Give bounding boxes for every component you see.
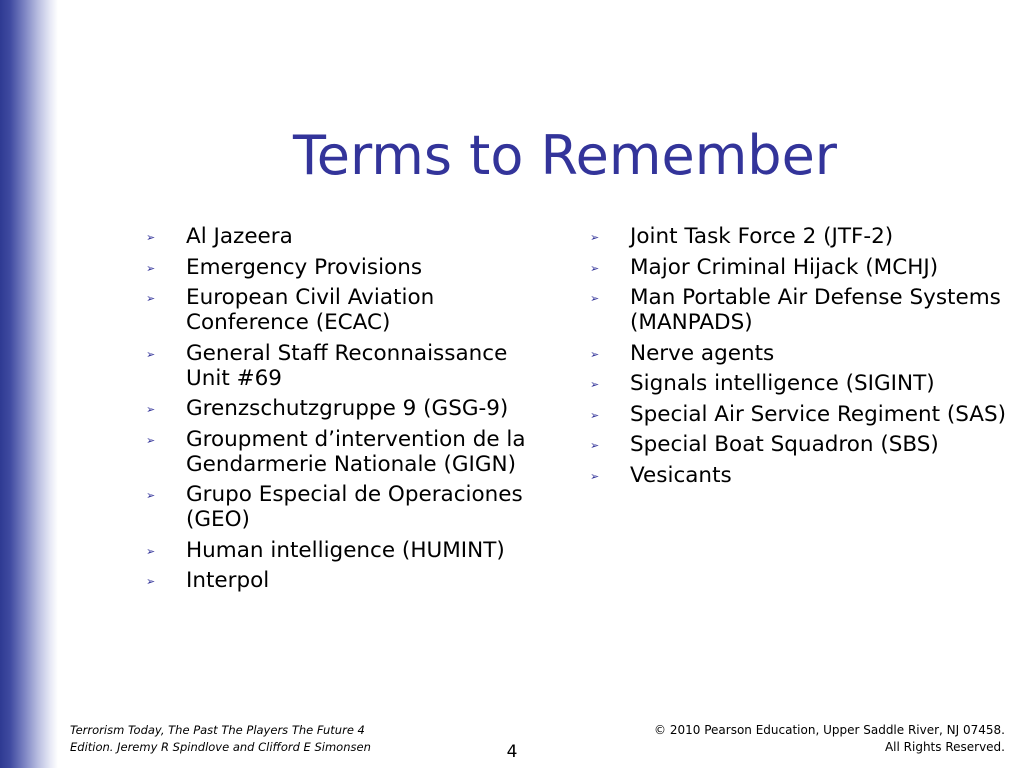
source-citation bbox=[70, 722, 371, 756]
term-text: Grupo Especial de Operaciones (GEO) bbox=[186, 482, 523, 532]
arrow-bullet-icon: ➢ bbox=[146, 231, 156, 244]
slide-title: Terms to Remember bbox=[292, 124, 837, 187]
term-text: Interpol bbox=[186, 568, 270, 593]
copyright-notice bbox=[654, 722, 1005, 756]
arrow-bullet-icon: ➢ bbox=[590, 408, 600, 422]
term-text: European Civil Aviation Conference (ECAC) bbox=[186, 285, 435, 335]
list-item bbox=[590, 432, 1010, 457]
arrow-bullet-icon: ➢ bbox=[590, 292, 600, 305]
term-text: Emergency Provisions bbox=[186, 254, 423, 280]
side-gradient-band bbox=[0, 0, 58, 768]
list-item bbox=[146, 568, 546, 593]
list-item bbox=[590, 402, 1010, 427]
list-item bbox=[590, 285, 1010, 335]
term-text: Human intelligence (HUMINT) bbox=[186, 537, 505, 563]
page-number: 4 bbox=[506, 742, 518, 762]
list-item bbox=[146, 224, 546, 249]
source-citation-line: Terrorism Today, The Past The Players The Future 4 bbox=[70, 723, 365, 737]
list-item bbox=[146, 538, 546, 563]
list-item bbox=[590, 255, 1010, 280]
term-text: Vesicants bbox=[630, 462, 732, 488]
copyright-line: All Rights Reserved. bbox=[884, 740, 1005, 754]
list-item bbox=[590, 341, 1010, 366]
term-text: Al Jazeera bbox=[186, 224, 293, 249]
arrow-bullet-icon: ➢ bbox=[146, 403, 156, 416]
arrow-bullet-icon: ➢ bbox=[590, 378, 600, 391]
term-text: Nerve agents bbox=[630, 340, 775, 366]
arrow-bullet-icon: ➢ bbox=[590, 231, 600, 244]
source-citation-line: Edition. Jeremy R Spindlove and Clifford E Simonsen bbox=[70, 740, 371, 754]
list-item bbox=[590, 463, 1010, 488]
list-item bbox=[146, 396, 546, 421]
term-text: Signals intelligence (SIGINT) bbox=[630, 371, 935, 396]
arrow-bullet-icon: ➢ bbox=[146, 575, 156, 588]
list-item bbox=[590, 224, 1010, 249]
term-text: Groupment d’intervention de la Gendarmerie Nationale (GIGN) bbox=[186, 426, 526, 477]
term-text: Man Portable Air Defense Systems (MANPADS) bbox=[630, 285, 1001, 335]
arrow-bullet-icon: ➢ bbox=[146, 347, 156, 361]
list-item bbox=[146, 482, 546, 532]
terms-list-left bbox=[146, 224, 546, 599]
list-item bbox=[146, 255, 546, 280]
arrow-bullet-icon: ➢ bbox=[590, 469, 600, 483]
list-item bbox=[146, 341, 546, 391]
arrow-bullet-icon: ➢ bbox=[146, 433, 156, 447]
term-text: Major Criminal Hijack (MCHJ) bbox=[630, 254, 939, 280]
term-text: Joint Task Force 2 (JTF-2) bbox=[630, 224, 894, 249]
arrow-bullet-icon: ➢ bbox=[146, 292, 156, 305]
list-item bbox=[146, 285, 546, 335]
term-text: Special Air Service Regiment (SAS) bbox=[630, 401, 1007, 427]
list-item bbox=[146, 427, 546, 477]
list-item bbox=[590, 371, 1010, 396]
term-text: General Staff Reconnaissance Unit #69 bbox=[186, 340, 508, 391]
copyright-line: © 2010 Pearson Education, Upper Saddle River, NJ 07458. bbox=[654, 723, 1005, 737]
term-text: Grenzschutzgruppe 9 (GSG-9) bbox=[186, 396, 509, 421]
arrow-bullet-icon: ➢ bbox=[146, 261, 156, 275]
arrow-bullet-icon: ➢ bbox=[590, 347, 600, 361]
terms-list-right bbox=[590, 224, 1010, 493]
arrow-bullet-icon: ➢ bbox=[590, 261, 600, 275]
arrow-bullet-icon: ➢ bbox=[146, 489, 156, 502]
term-text: Special Boat Squadron (SBS) bbox=[630, 432, 939, 457]
arrow-bullet-icon: ➢ bbox=[590, 439, 600, 452]
arrow-bullet-icon: ➢ bbox=[146, 544, 156, 558]
